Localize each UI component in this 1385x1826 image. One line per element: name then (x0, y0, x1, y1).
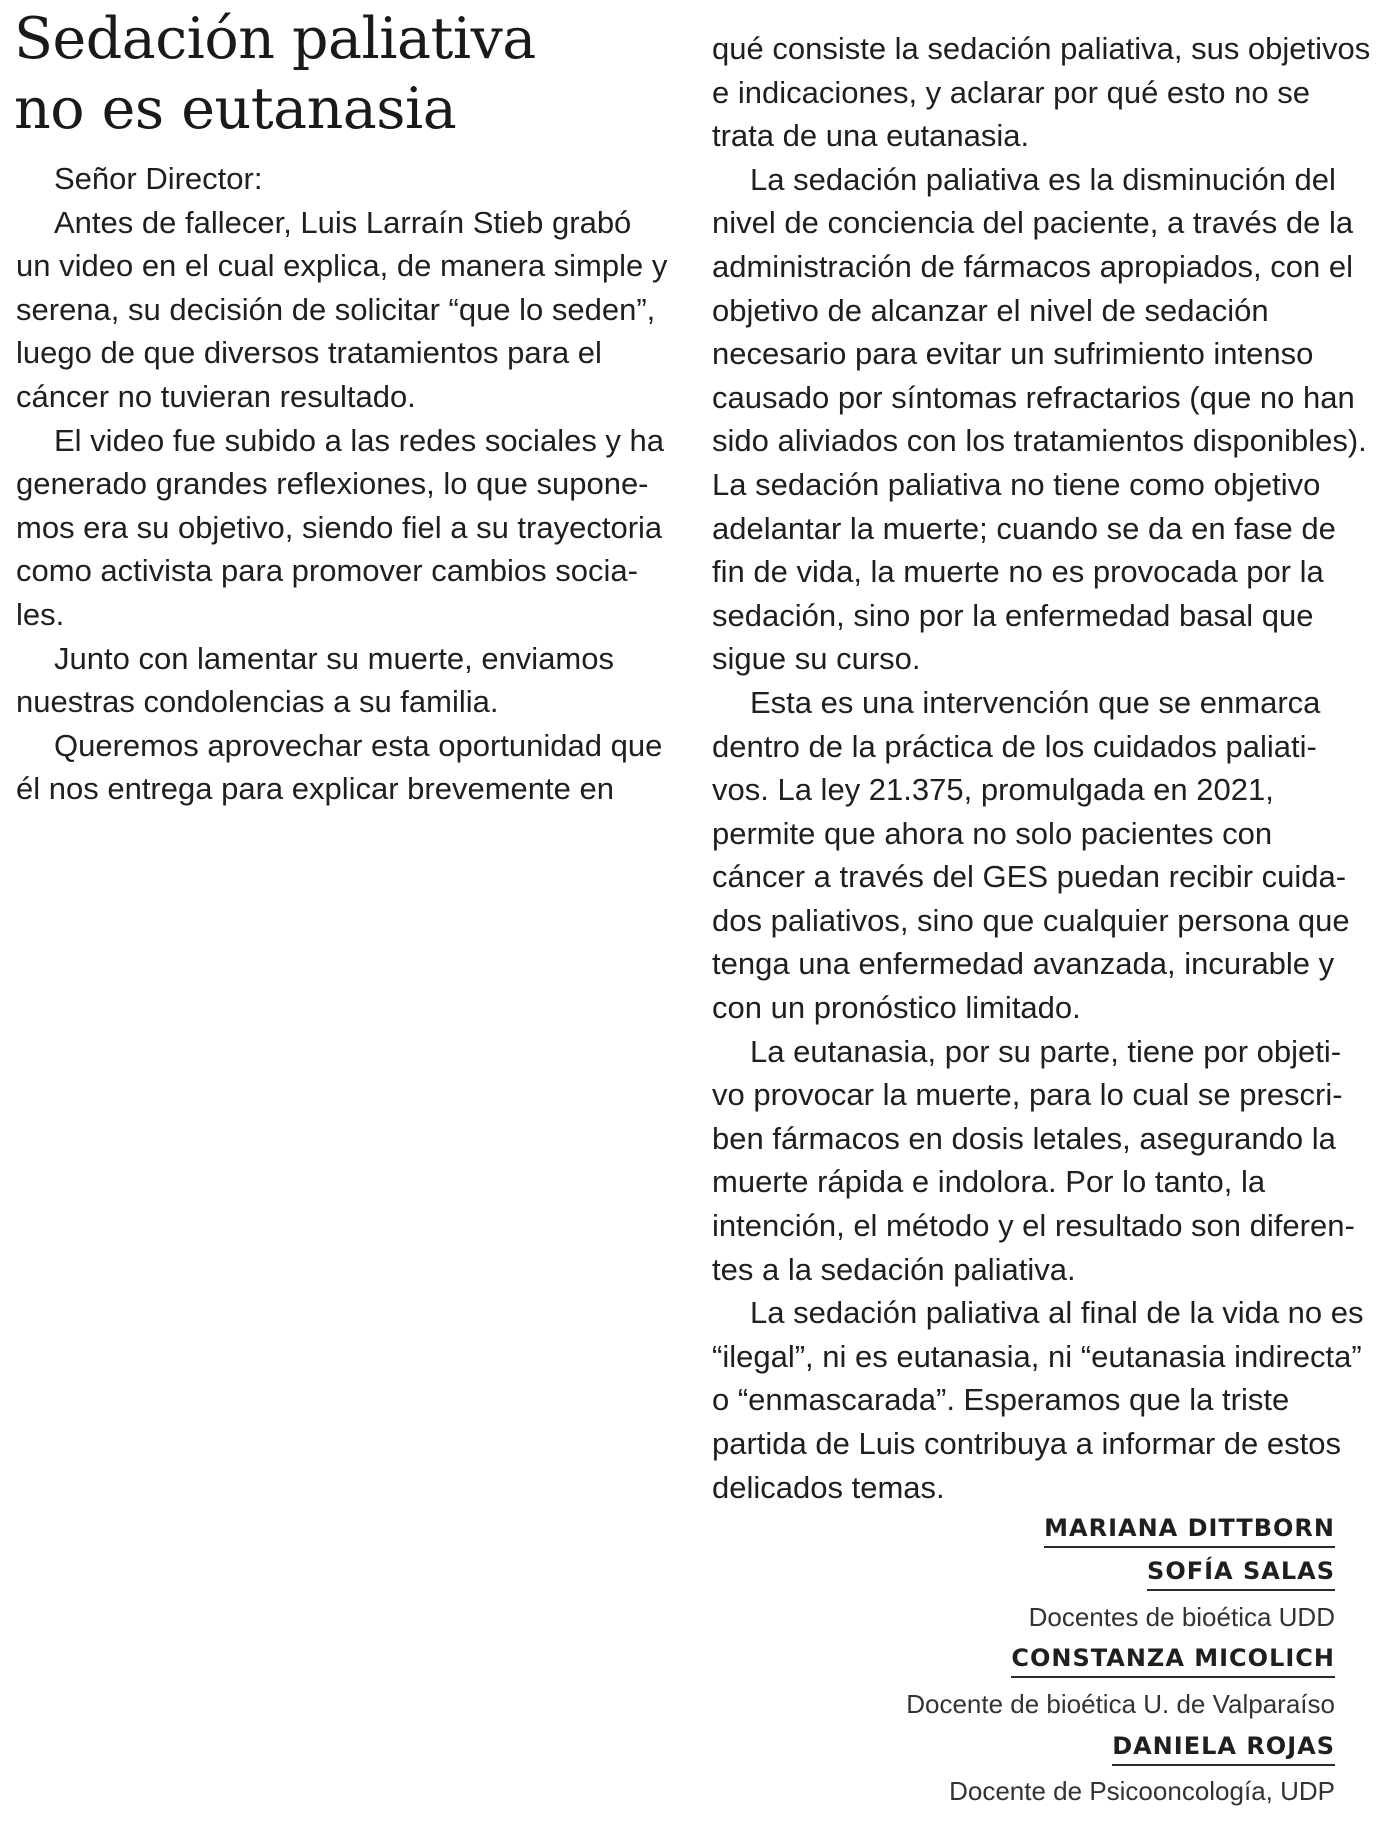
body-text-line: La sedación paliativa al final de la vida no es (750, 1295, 1364, 1331)
signatory-row (906, 1548, 1335, 1592)
headline-line: Sedación paliativa (14, 6, 536, 72)
body-text-line: cáncer no tuvieran resultado. (16, 378, 416, 414)
affiliation-row (906, 1591, 1335, 1635)
body-text-line: Esta es una intervención que se enmarca (750, 684, 1321, 720)
body-text-line: partida de Luis contribuya a informar de estos (712, 1426, 1341, 1461)
body-text-line: necesario para evitar un sufrimiento intenso (712, 336, 1314, 372)
signatory-name: DANIELA ROJAS (1112, 1731, 1335, 1766)
body-text-line: Queremos aprovechar esta oportunidad que (54, 727, 663, 763)
body-text-line: él nos entrega para explicar brevemente en (16, 771, 614, 807)
body-text-line: objetivo de alcanzar el nivel de sedación (712, 292, 1269, 328)
body-text-line: vos. La ley 21.375, promulgada en 2021, (712, 772, 1274, 808)
body-text-line: tes a la sedación paliativa. (712, 1251, 1076, 1287)
body-text-line: fin de vida, la muerte no es provocada por la (712, 554, 1324, 590)
signatory-name: CONSTANZA MICOLICH (1011, 1643, 1335, 1678)
body-text-line: causado por síntomas refractarios (que no han (712, 379, 1355, 415)
signatory-row (906, 1635, 1335, 1679)
affiliation-row (906, 1678, 1335, 1722)
body-text-line: sido aliviados con los tratamientos disponibles). (712, 423, 1367, 459)
body-text-line: “ilegal”, ni es eutanasia, ni “eutanasia indirecta” (712, 1338, 1362, 1374)
body-text-line: ben fármacos en dosis letales, asegurando la (712, 1120, 1336, 1156)
body-text-line: les. (16, 596, 65, 632)
signatory-affiliation: Docente de Psicooncología, UDP (949, 1776, 1335, 1807)
body-text-line: permite que ahora no solo pacientes con (712, 815, 1273, 851)
body-text-line: sedación, sino por la enfermedad basal que (712, 597, 1314, 633)
body-text-line: luego de que diversos tratamientos para el (16, 335, 602, 371)
body-text-line: Antes de fallecer, Luis Larraín Stieb grabó (54, 204, 632, 240)
body-text-line: adelantar la muerte; cuando se da en fase de (712, 510, 1336, 546)
body-text-line: como activista para promover cambios socia- (16, 553, 638, 589)
body-text-line: trata de una eutanasia. (712, 118, 1030, 154)
body-text-line: vo provocar la muerte, para lo cual se prescri- (712, 1077, 1343, 1113)
signatory-name: SOFÍA SALAS (1147, 1556, 1335, 1591)
body-text-line: La sedación paliativa no tiene como objetivo (712, 466, 1321, 502)
body-text-line: delicados temas. (712, 1469, 945, 1505)
body-text-line: El video fue subido a las redes sociales y ha (54, 422, 665, 458)
body-text-line: serena, su decisión de solicitar “que lo seden”, (16, 291, 656, 327)
body-text-line: o “enmascarada”. Esperamos que la triste (712, 1382, 1290, 1418)
body-text-line: dentro de la práctica de los cuidados paliati- (712, 728, 1317, 764)
body-text-line: un video en el cual explica, de manera simple y (16, 248, 668, 284)
body-text-line: mos era su objetivo, siendo fiel a su trayectoria (16, 509, 663, 545)
body-text-line: La eutanasia, por su parte, tiene por objeti- (750, 1033, 1342, 1069)
body-text-line: dos paliativos, sino que cualquier persona que (712, 902, 1350, 938)
body-text-line: sigue su curso. (712, 641, 921, 677)
body-text-line: e indicaciones, y aclarar por qué esto no se (712, 74, 1310, 110)
body-text-line: cáncer a través del GES puedan recibir cuida- (712, 859, 1347, 895)
body-text-line: Junto con lamentar su muerte, enviamos (54, 640, 614, 676)
article-headline (14, 4, 654, 144)
body-text-line: administración de fármacos apropiados, con el (712, 248, 1354, 284)
left-column-body (16, 157, 668, 811)
signature-block (906, 1504, 1335, 1809)
body-text-line: nuestras condolencias a su familia. (16, 684, 499, 720)
signatory-row (906, 1504, 1335, 1548)
body-text-line: La sedación paliativa es la disminución del (750, 161, 1336, 197)
body-text-line: qué consiste la sedación paliativa, sus objetivos (712, 31, 1371, 66)
signatory-affiliation: Docente de bioética U. de Valparaíso (906, 1688, 1335, 1719)
body-text-line: nivel de conciencia del paciente, a través de la (712, 205, 1354, 241)
signatory-name: MARIANA DITTBORN (1044, 1513, 1335, 1548)
signatory-row (906, 1722, 1335, 1766)
right-column-body (712, 27, 1371, 1509)
body-text-line: intención, el método y el resultado son diferen- (712, 1208, 1355, 1244)
body-text-line: generado grandes reflexiones, lo que supone- (16, 466, 649, 502)
body-text-line: Señor Director: (54, 161, 263, 196)
body-text-line: muerte rápida e indolora. Por lo tanto, la (712, 1164, 1266, 1200)
signatory-affiliation: Docentes de bioética UDD (1028, 1601, 1335, 1632)
affiliation-row (906, 1766, 1335, 1810)
body-text-line: tenga una enfermedad avanzada, incurable y (712, 946, 1335, 982)
headline-line: no es eutanasia (14, 76, 457, 142)
body-text-line: con un pronóstico limitado. (712, 990, 1081, 1026)
